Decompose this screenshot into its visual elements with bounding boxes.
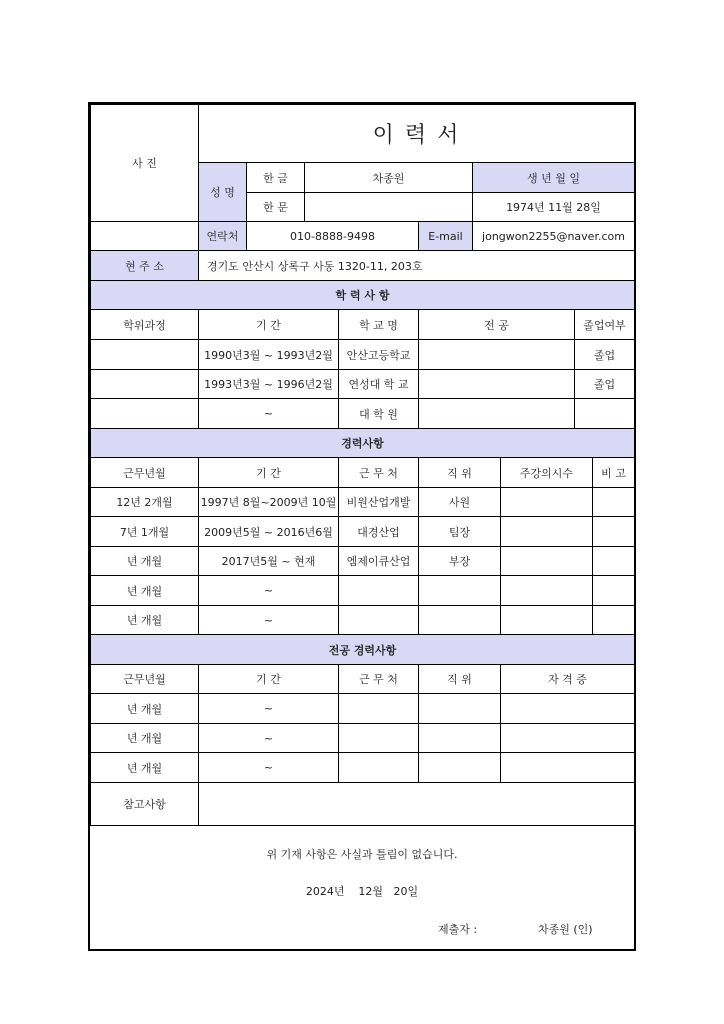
career-cell: 엠제이큐산업 <box>339 547 419 576</box>
table-row <box>91 606 635 635</box>
career-cell <box>593 517 635 547</box>
career-cell: 년 개월 <box>91 576 199 606</box>
education-header: 학 교 명 <box>339 310 419 340</box>
table-row <box>91 399 635 429</box>
major-career-cell: ~ <box>199 753 339 783</box>
major-career-header: 근 무 처 <box>339 665 419 694</box>
table-row <box>91 340 635 370</box>
table-row <box>91 753 635 783</box>
education-cell <box>419 399 575 429</box>
career-cell <box>419 576 501 606</box>
career-cell: 팀장 <box>419 517 501 547</box>
career-cell: ~ <box>199 576 339 606</box>
email-value: jongwon2255@naver.com <box>473 222 635 251</box>
major-career-cell <box>339 694 419 724</box>
career-cell: ~ <box>199 606 339 635</box>
table-row <box>91 576 635 606</box>
major-career-header: 근무년월 <box>91 665 199 694</box>
contact-label: 연락처 <box>199 222 247 251</box>
dob-label: 생 년 월 일 <box>473 163 635 193</box>
career-cell: 12년 2개월 <box>91 488 199 517</box>
page-title: 이 력 서 <box>199 105 635 163</box>
table-row <box>91 547 635 576</box>
career-cell: 사원 <box>419 488 501 517</box>
career-cell <box>339 606 419 635</box>
education-cell <box>419 340 575 370</box>
major-career-header: 자 격 증 <box>501 665 635 694</box>
major-career-cell <box>501 753 635 783</box>
major-career-cell: 년 개월 <box>91 694 199 724</box>
hanja-label: 한 문 <box>247 193 305 222</box>
resume-form <box>88 102 636 951</box>
major-career-cell <box>501 694 635 724</box>
major-career-cell: ~ <box>199 694 339 724</box>
table-row <box>91 370 635 399</box>
career-cell: 2017년5월 ~ 현재 <box>199 547 339 576</box>
education-cell <box>419 370 575 399</box>
career-header: 비 고 <box>593 458 635 488</box>
major-career-cell <box>419 753 501 783</box>
submitter-name: 차종원 (인) <box>538 923 593 936</box>
major-career-cell <box>419 694 501 724</box>
education-cell: ~ <box>199 399 339 429</box>
dob-value: 1974년 11월 28일 <box>473 193 635 222</box>
career-cell <box>501 517 593 547</box>
remarks-label: 참고사항 <box>91 783 199 826</box>
career-header: 주강의시수 <box>501 458 593 488</box>
career-cell <box>501 576 593 606</box>
photo-label: 사 진 <box>132 157 157 170</box>
email-label: E-mail <box>419 222 473 251</box>
career-cell: 대경산업 <box>339 517 419 547</box>
table-row <box>91 694 635 724</box>
education-cell: 졸업 <box>575 340 635 370</box>
major-career-cell <box>501 724 635 753</box>
career-cell <box>593 606 635 635</box>
resume-table <box>90 104 635 826</box>
career-cell: 부장 <box>419 547 501 576</box>
education-cell: 1993년3월 ~ 1996년2월 <box>199 370 339 399</box>
career-cell: 1997년 8월~2009년 10월 <box>199 488 339 517</box>
career-cell <box>501 606 593 635</box>
education-section-title: 학 력 사 항 <box>91 281 635 310</box>
hangul-value: 차종원 <box>305 163 473 193</box>
career-cell <box>501 488 593 517</box>
education-cell <box>91 340 199 370</box>
major-career-header: 기 간 <box>199 665 339 694</box>
remarks-value <box>199 783 635 826</box>
name-label: 성 명 <box>199 163 247 222</box>
education-header: 전 공 <box>419 310 575 340</box>
education-header: 졸업여부 <box>575 310 635 340</box>
career-cell <box>501 547 593 576</box>
table-row <box>91 488 635 517</box>
submitter-label: 제출자 : <box>438 923 478 936</box>
contact-phone: 010-8888-9498 <box>247 222 419 251</box>
career-cell <box>593 488 635 517</box>
career-cell: 7년 1개월 <box>91 517 199 547</box>
education-cell <box>91 399 199 429</box>
major-career-cell: 년 개월 <box>91 753 199 783</box>
major-career-cell: ~ <box>199 724 339 753</box>
education-header: 기 간 <box>199 310 339 340</box>
career-cell <box>419 606 501 635</box>
address-value: 경기도 안산시 상록구 사동 1320-11, 203호 <box>199 251 635 281</box>
education-cell: 졸업 <box>575 370 635 399</box>
table-row <box>91 724 635 753</box>
career-cell <box>339 576 419 606</box>
education-cell: 안산고등학교 <box>339 340 419 370</box>
footer-statement: 위 기재 사항은 사실과 틀림이 없습니다. <box>266 848 458 861</box>
career-cell: 년 개월 <box>91 606 199 635</box>
footer <box>90 826 634 949</box>
career-cell: 년 개월 <box>91 547 199 576</box>
hangul-label: 한 글 <box>247 163 305 193</box>
footer-date: 2024년 12월 20일 <box>305 885 419 898</box>
major-career-cell <box>339 724 419 753</box>
education-cell: 대 학 원 <box>339 399 419 429</box>
major-career-header: 직 위 <box>419 665 501 694</box>
hanja-value <box>305 193 473 222</box>
career-section-title: 경력사항 <box>91 429 635 458</box>
education-cell <box>91 370 199 399</box>
major-career-cell: 년 개월 <box>91 724 199 753</box>
education-header: 학위과정 <box>91 310 199 340</box>
photo-cell <box>91 105 199 222</box>
major-career-cell <box>339 753 419 783</box>
career-header: 기 간 <box>199 458 339 488</box>
career-cell: 2009년5월 ~ 2016년6월 <box>199 517 339 547</box>
table-row <box>91 517 635 547</box>
career-header: 직 위 <box>419 458 501 488</box>
photo-cell-bottom <box>91 222 199 251</box>
career-header: 근무년월 <box>91 458 199 488</box>
career-header: 근 무 처 <box>339 458 419 488</box>
education-cell <box>575 399 635 429</box>
career-cell: 비원산업개발 <box>339 488 419 517</box>
address-label: 현 주 소 <box>91 251 199 281</box>
education-cell: 1990년3월 ~ 1993년2월 <box>199 340 339 370</box>
major-career-section-title: 전공 경력사항 <box>91 635 635 665</box>
career-cell <box>593 547 635 576</box>
major-career-cell <box>419 724 501 753</box>
career-cell <box>593 576 635 606</box>
education-cell: 연성대 학 교 <box>339 370 419 399</box>
